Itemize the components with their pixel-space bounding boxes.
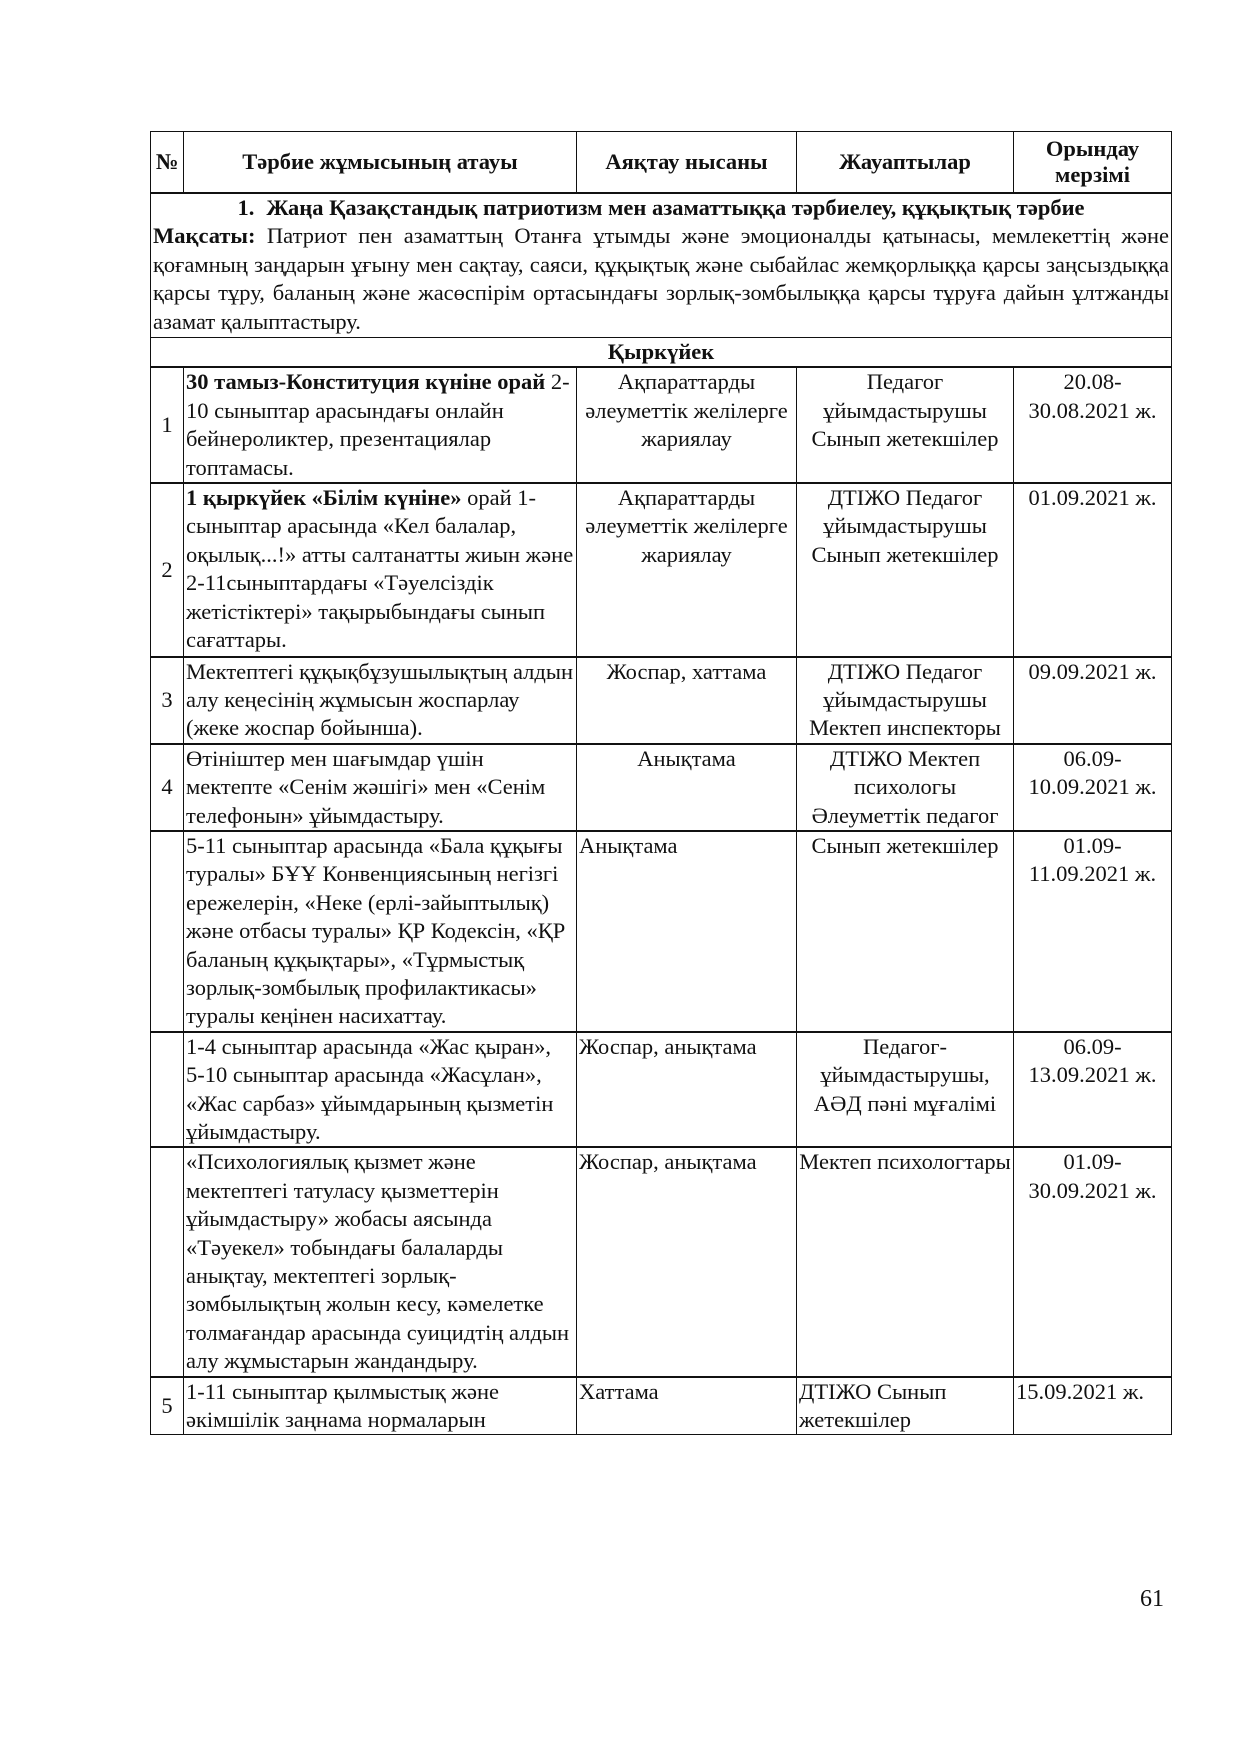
row-deadline: 01.09-11.09.2021 ж. [1014,831,1172,1032]
row-form: Анықтама [577,744,797,831]
row-title: 5-11 сыныптар арасында «Бала құқығы туралы» БҰҰ Конвенциясының негізгі ережелерін, «Неке (ерлі-зайыптылық) және отбасы туралы» ҚР Кодексін, «ҚР баланың құқықтары», «Тұрмыстық зорлық-зомбылық профилактикасы» туралы кеңінен насихаттау. [184,831,577,1032]
row-num [151,831,184,1032]
row-form: Жоспар, анықтама [577,1032,797,1148]
row-title: 30 тамыз-Конституция күніне орай 2-10 сыныптар арасындағы онлайн бейнероликтер, презентациялар топтамасы. [184,367,577,483]
goal-text: Патриот пен азаматтың Отанға ұтымды және эмоционалды қатынасы, мемлекеттің және қоғамның заңдарын ұғыну мен сақтау, саяси, құқықтық және сыбайлас жемқорлыққа қарсы заңсыздыққа қарсы тұру, баланың және жасөспірім ортасындағы зорлық-зомбылыққа қарсы тұруға дайын ұлтжанды азамат қалыптастыру. [153,223,1169,334]
row-responsible: Педагог ұйымдастырушы Сынып жетекшілер [797,367,1014,483]
row-deadline: 06.09-10.09.2021 ж. [1014,744,1172,831]
row-responsible: Педагог-ұйымдастырушы, АӘД пәні мұғалімі [797,1032,1014,1148]
table-row [151,1377,1172,1435]
row-form: Жоспар, хаттама [577,657,797,744]
page-number: 61 [1140,1586,1164,1612]
row-form: Ақпараттарды әлеуметтік желілерге жариялау [577,367,797,483]
row-title: Мектептегі құқықбұзушылықтың алдын алу кеңесінің жұмысын жоспарлау (жеке жоспар бойынша). [184,657,577,744]
row-responsible: ДТІЖО Сынып жетекшілер [797,1377,1014,1435]
table-row [151,367,1172,483]
row-responsible: Мектеп психологтары [797,1147,1014,1376]
row-deadline: 01.09.2021 ж. [1014,483,1172,656]
row-num [151,1032,184,1148]
row-deadline: 09.09.2021 ж. [1014,657,1172,744]
header-num: № [151,132,184,194]
row-responsible: Сынып жетекшілер [797,831,1014,1032]
table-row [151,1147,1172,1376]
header-deadline: Орындау мерзімі [1014,132,1172,194]
goal-label: Мақсаты: [153,223,256,249]
row-num: 4 [151,744,184,831]
row-responsible: ДТІЖО Мектеп психологы Әлеуметтік педагог [797,744,1014,831]
section-row [151,193,1172,338]
table-header-row [151,132,1172,194]
row-num [151,1147,184,1376]
row-responsible: ДТІЖО Педагог ұйымдастырушы Мектеп инспекторы [797,657,1014,744]
row-title: 1-11 сыныптар қылмыстық және әкімшілік заңнама нормаларын [184,1377,577,1435]
row-form: Ақпараттарды әлеуметтік желілерге жариялау [577,483,797,656]
table-row [151,483,1172,656]
row-title: 1-4 сыныптар арасында «Жас қыран», 5-10 сыныптар арасында «Жасұлан», «Жас сарбаз» ұйымдарының қызметін ұйымдастыру. [184,1032,577,1148]
row-responsible: ДТІЖО Педагог ұйымдастырушы Сынып жетекшілер [797,483,1014,656]
row-deadline: 20.08-30.08.2021 ж. [1014,367,1172,483]
education-plan-table [150,131,1172,1435]
row-form: Хаттама [577,1377,797,1435]
table-row [151,744,1172,831]
section-goal [153,222,1169,336]
table-row [151,831,1172,1032]
row-num: 5 [151,1377,184,1435]
month-label: Қыркүйек [151,338,1172,368]
section-title: 1. Жаңа Қазақстандық патриотизм мен азаматтыққа тәрбиелеу, құқықтық тәрбие [237,195,1085,220]
row-deadline: 01.09-30.09.2021 ж. [1014,1147,1172,1376]
table-row [151,657,1172,744]
header-form: Аяқтау нысаны [577,132,797,194]
row-form: Жоспар, анықтама [577,1147,797,1376]
row-title: «Психологиялық қызмет және мектептегі татуласу қызметтерін ұйымдастыру» жобасы аясында «Тәуекел» тобындағы балаларды анықтау, мектептегі зорлық-зомбылықтың жолын кесу, кәмелетке толмағандар арасында суицидтің алдын алу жұмыстарын жандандыру. [184,1147,577,1376]
row-title: Өтініштер мен шағымдар үшін мектепте «Сенім жәшігі» мен «Сенім телефонын» ұйымдастыру. [184,744,577,831]
month-row [151,338,1172,368]
row-num: 2 [151,483,184,656]
row-deadline: 06.09-13.09.2021 ж. [1014,1032,1172,1148]
table-row [151,1032,1172,1148]
header-responsible: Жауаптылар [797,132,1014,194]
row-num: 3 [151,657,184,744]
header-title: Тәрбие жұмысының атауы [184,132,577,194]
row-num: 1 [151,367,184,483]
row-title: 1 қыркүйек «Білім күніне» орай 1-сыныптар арасында «Кел балалар, оқылық...!» атты салтанатты жиын және 2-11сыныптардағы «Тәуелсіздік жетістіктері» тақырыбындағы сынып сағаттары. [184,483,577,656]
row-deadline: 15.09.2021 ж. [1014,1377,1172,1435]
row-form: Анықтама [577,831,797,1032]
